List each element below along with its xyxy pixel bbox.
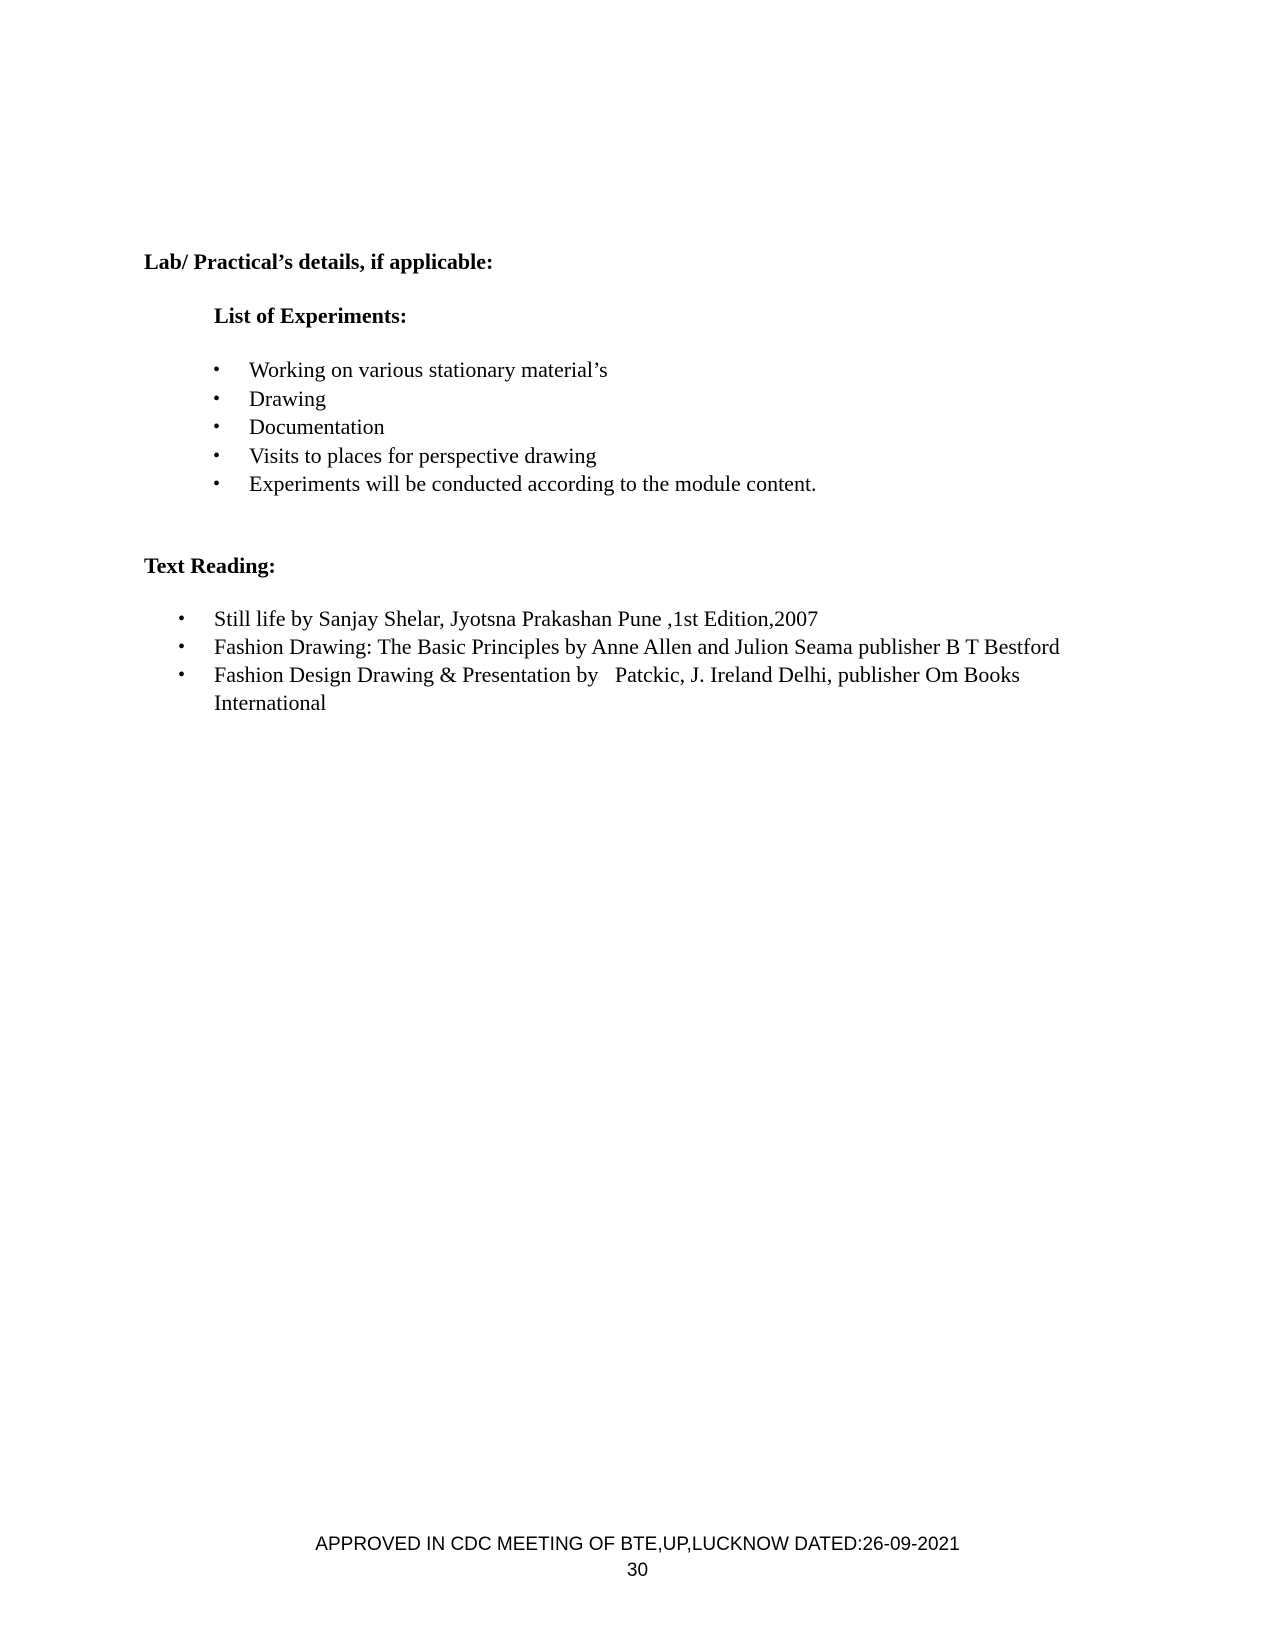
- footer-approval-note: APPROVED IN CDC MEETING OF BTE,UP,LUCKNOW DATED:26-09-2021: [315, 1534, 960, 1555]
- experiments-list: [249, 356, 1149, 499]
- list-item: • Fashion Design Drawing & Presentation by Patckic, J. Ireland Delhi, publisher Om Books International: [214, 661, 1064, 717]
- experiments-list-heading: List of Experiments:: [214, 303, 408, 328]
- list-item: • Still life by Sanjay Shelar, Jyotsna Prakashan Pune ,1st Edition,2007: [214, 605, 1134, 633]
- text-reading-list: [214, 605, 1134, 717]
- list-item: • Drawing: [249, 385, 1149, 414]
- list-item: • Experiments will be conducted according to the module content.: [249, 470, 1149, 499]
- lab-practical-heading: Lab/ Practical’s details, if applicable:: [144, 249, 494, 274]
- page-number: 30: [626, 1560, 649, 1581]
- list-item: • Visits to places for perspective drawing: [249, 442, 1149, 471]
- list-item: • Fashion Drawing: The Basic Principles by Anne Allen and Julion Seama publisher B T Bestford: [214, 633, 1134, 661]
- list-item: • Working on various stationary material’s: [249, 356, 1149, 385]
- text-reading-heading: Text Reading:: [144, 553, 276, 578]
- list-item: • Documentation: [249, 413, 1149, 442]
